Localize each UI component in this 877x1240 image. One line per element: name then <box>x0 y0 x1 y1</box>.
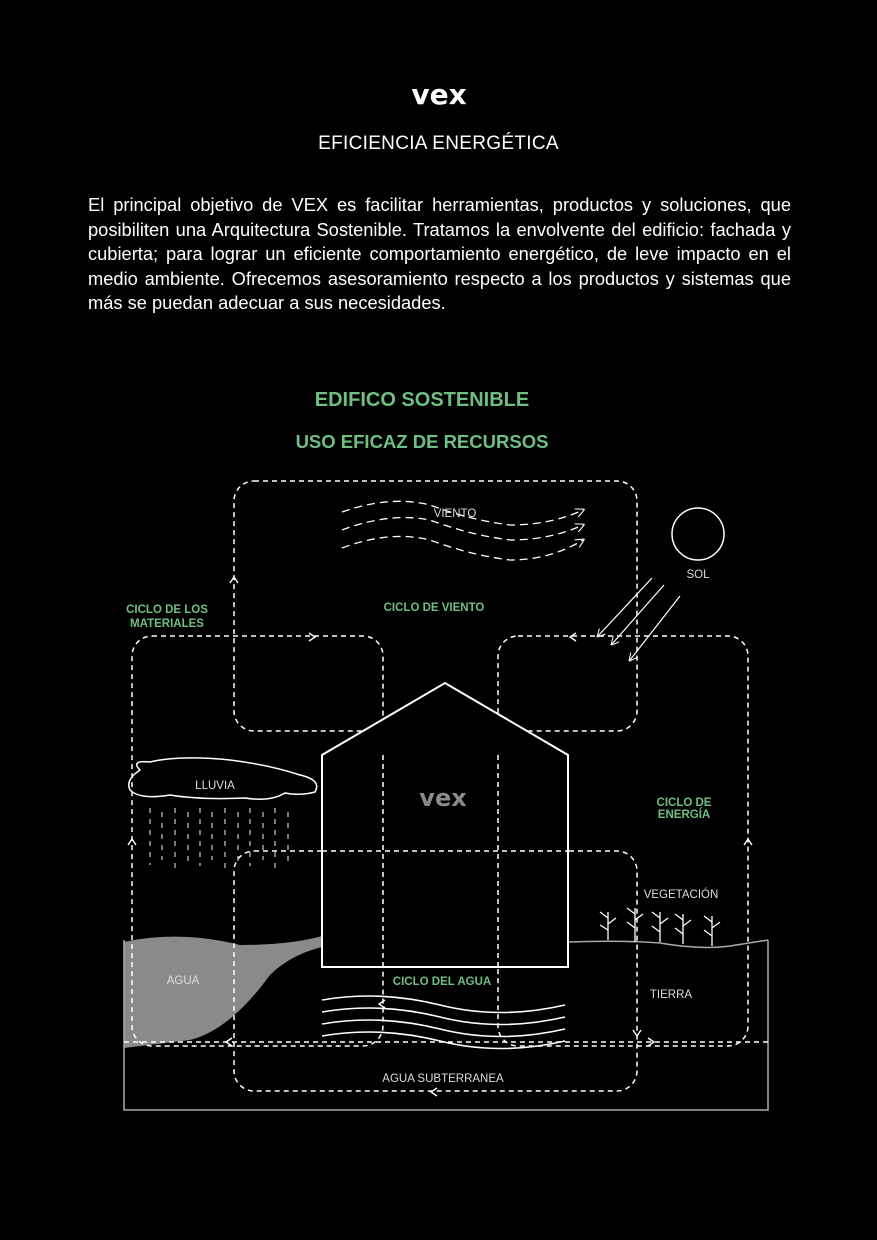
building-logo: vex <box>419 784 467 812</box>
label-lluvia: LLUVIA <box>195 780 235 792</box>
label-ciclo-energia-2: ENERGÍA <box>657 809 711 821</box>
rain-lines <box>150 808 288 868</box>
diagram-title: EDIFICO SOSTENIBLE <box>314 389 530 411</box>
house-outline <box>322 683 568 967</box>
page-title: EFICIENCIA ENERGÉTICA <box>318 133 559 154</box>
vegetation-icons <box>600 908 720 946</box>
label-viento: VIENTO <box>433 508 477 520</box>
label-ciclo-materiales-1: CICLO DE LOS <box>126 604 208 616</box>
label-agua-subterranea: AGUA SUBTERRANEA <box>382 1073 504 1085</box>
cloud-icon <box>129 758 317 799</box>
label-ciclo-energia-1: CICLO DE <box>656 797 712 809</box>
vex-logo <box>399 80 479 110</box>
soil-line <box>568 940 768 947</box>
label-ciclo-agua: CICLO DEL AGUA <box>392 976 492 988</box>
sun-rays <box>598 578 680 660</box>
groundwater-waves <box>322 996 565 1049</box>
label-vegetacion: VEGETACIÓN <box>643 889 719 901</box>
diagram-subtitle: USO EFICAZ DE RECURSOS <box>295 431 549 452</box>
label-sol: SOL <box>686 569 710 581</box>
brand-logo <box>0 80 877 115</box>
sun-icon <box>672 508 724 560</box>
sustainable-building-diagram <box>0 360 877 1160</box>
label-ciclo-materiales-2: MATERIALES <box>130 618 204 630</box>
water-body <box>124 936 322 1048</box>
label-agua: AGUA <box>166 975 200 987</box>
label-ciclo-viento: CICLO DE VIENTO <box>383 602 485 614</box>
label-tierra: TIERRA <box>649 989 693 1001</box>
intro-paragraph: El principal objetivo de VEX es facilitar herramientas, productos y soluciones, que posibiliten una Arquitectura Sostenible. Tratamos la envolvente del edificio: fachada y cubierta; para lograr un eficiente comportamiento energético, de leve impacto en el medio ambiente. Ofrecemos asesoramiento respecto a los productos y sistemas que más se puedan adecuar a sus necesidades. <box>88 194 791 314</box>
svg-text:vex: vex <box>410 80 467 110</box>
